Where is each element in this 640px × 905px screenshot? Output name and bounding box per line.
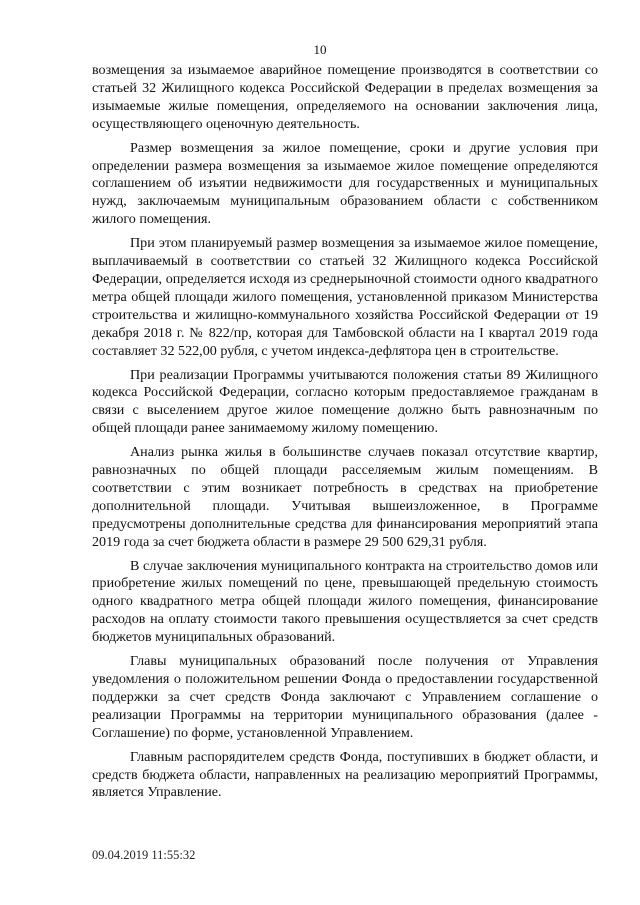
paragraph-municipal-contract: В случае заключения муниципального контракта на строительство домов или приобретение жилых помещений по цене, превышающей предельную стоимость одного квадратного метра общей площади жилого помещения, финансирование расходов на оплату стоимости такого превышения осуществляется за счет средств бюджетов муниципальных образований.: [92, 557, 598, 646]
paragraph-continuation: возмещения за изымаемое аварийное помещение производятся в соответствии со статьей 32 Жилищного кодекса Российской Федерации в пределах возмещения за изымаемые жилые помещения, определяемого на основании заключения лица, осуществляющего оценочную деятельность.: [92, 62, 598, 132]
print-timestamp: 09.04.2019 11:55:32: [92, 848, 196, 862]
paragraph-market-analysis: Анализ рынка жилья в большинстве случаев показал отсутствие квартир, равнозначных по общей площади расселяемым жилым помещениям. В соответствии с этим возникает потребность в средствах на приобретение дополнительной площади. Учитывая вышеизложенное, в Программе предусмотрены дополнительные средства для финансирования мероприятий этапа 2019 года за счет бюджета области в размере 29 500 629,31 рубля.: [92, 444, 598, 550]
paragraph-main-administrator: Главным распорядителем средств Фонда, поступивших в бюджет области, и средств бюджета области, направленных на реализацию мероприятий Программы, является Управление.: [92, 748, 598, 801]
body-text: [92, 62, 598, 808]
page-number: 10: [313, 42, 327, 57]
paragraph-compensation-size: Размер возмещения за жилое помещение, сроки и другие условия при определении размера возмещения за изымаемое жилое помещение определяются соглашением об изъятии недвижимости для государственных и муниципальных нужд, заключаемым муниципальным образованием области с собственником жилого помещения.: [92, 139, 598, 228]
paragraph-article-89: При реализации Программы учитываются положения статьи 89 Жилищного кодекса Российской Федерации, согласно которым предоставляемое гражданам в связи с выселением другое жилое помещение должно быть равнозначным по общей площади ранее занимаемому жилому помещению.: [92, 366, 598, 437]
paragraph-agreement: Главы муниципальных образований после получения от Управления уведомления о положительном решении Фонда о предоставлении государственной поддержки за счет средств Фонда заключают с Управлением соглашение о реализации Программы на территории муниципального образования (далее - Соглашение) по форме, установленной Управлением.: [92, 653, 598, 741]
paragraph-planned-compensation: При этом планируемый размер возмещения за изымаемое жилое помещение, выплачиваемый в соответствии со статьей 32 Жилищного кодекса Российской Федерации, определяется исходя из среднерыночной стоимости одного квадратного метра общей площади жилого помещения, установленной приказом Министерства строительства и жилищно-коммунального хозяйства Российской Федерации от 19 декабря 2018 г. № 822/пр, которая для Тамбовской области на I квартал 2019 года составляет 32 522,00 рубля, с учетом индекса-дефлятора цен в строительстве.: [92, 235, 598, 359]
